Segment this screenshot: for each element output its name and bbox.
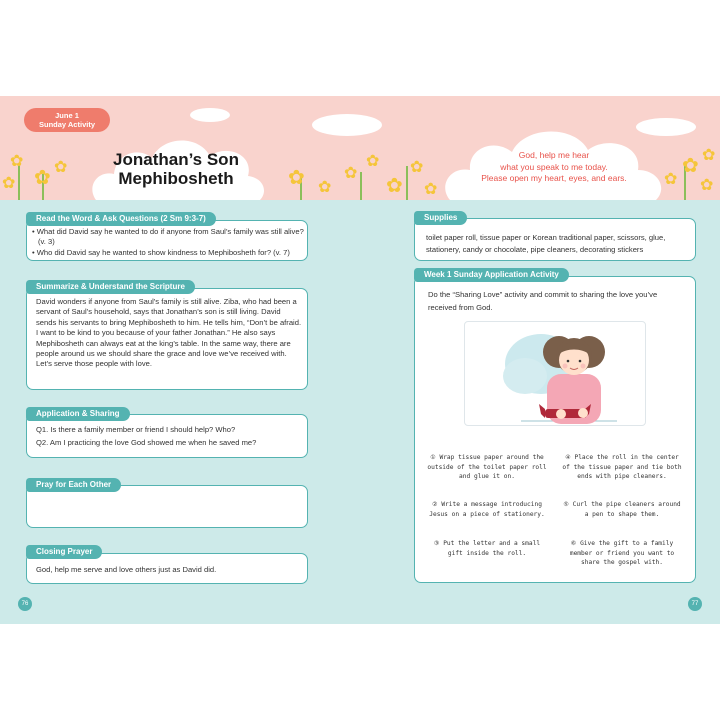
date-badge xyxy=(24,108,110,132)
section-tag: Pray for Each Other xyxy=(26,478,121,492)
section-tag: Read the Word & Ask Questions (2 Sm 9:3-7) xyxy=(26,212,216,226)
question-item: • Who did David say he wanted to show kindness to Mephibosheth for? (v. 7) xyxy=(32,247,290,257)
activity-line: Sunday Activity xyxy=(39,120,95,129)
flower-decoration: ✿ xyxy=(344,165,358,182)
page-title xyxy=(86,150,266,188)
flower-decoration: ✿ xyxy=(10,153,24,170)
supplies-text: toilet paper roll, tissue paper or Korean traditional paper, scissors, glue, stationery, candy or chocolate, pipe cleaners, decorating stickers xyxy=(426,233,666,254)
flower-decoration: ✿ xyxy=(366,153,380,170)
date-line: June 1 xyxy=(55,111,79,120)
section-tag: Closing Prayer xyxy=(26,545,102,559)
activity-illustration xyxy=(464,321,646,426)
prayer-line: what you speak to me today. xyxy=(500,161,608,172)
page-number: 77 xyxy=(688,597,702,611)
flower-decoration: ✿ xyxy=(386,175,403,197)
section-tag: Application & Sharing xyxy=(26,407,130,421)
activity-step: ③ Put the letter and a small gift inside the roll. xyxy=(433,540,541,557)
page-number: 76 xyxy=(18,597,32,611)
flower-decoration: ✿ xyxy=(318,179,332,196)
activity-intro: Do the “Sharing Love” activity and commit to sharing the love you’ve received from God. xyxy=(428,290,658,312)
cloud-decoration xyxy=(190,108,230,122)
flower-decoration: ✿ xyxy=(424,181,438,198)
activity-step: ④ Place the roll in the center of the tissue paper and tie both ends with pipe cleaners. xyxy=(562,454,682,480)
title-line: Jonathan’s Son xyxy=(113,150,239,169)
question-item: • What did David say he wanted to do if anyone from Saul’s family was still alive? (v. 3) xyxy=(32,227,304,247)
section-tag: Supplies xyxy=(414,211,467,225)
activity-step: ⑥ Give the gift to a family member or friend you want to share the gospel with. xyxy=(569,540,675,566)
flower-decoration: ✿ xyxy=(702,147,716,164)
section-tag: Summarize & Understand the Scripture xyxy=(26,280,195,294)
summary-text: David wonders if anyone from Saul’s family is still alive. Ziba, who had been a servant of Saul’s household, says that Jonathan’s son is still living. David sends his servants to bring Mephibosheth to him. He tells him, “Don’t be afraid. I want to be kind to you because of your father Jonathan.” He also says Mephibosheth can always eat at the king’s table. In the same way, there are people around us we should share the grace and love we’ve received with. Let’s serve those people with love. xyxy=(36,297,302,369)
activity-step: ② Write a message introducing Jesus on a piece of stationery. xyxy=(429,501,545,518)
activity-step: ① Wrap tissue paper around the outside of the toilet paper roll and glue it on. xyxy=(427,454,547,480)
section-tag: Week 1 Sunday Application Activity xyxy=(414,268,569,282)
question-item: Q2. Am I practicing the love God showed me when he saved me? xyxy=(36,437,257,447)
flower-decoration: ✿ xyxy=(34,167,51,189)
flower-decoration: ✿ xyxy=(288,167,305,189)
title-line: Mephibosheth xyxy=(118,169,234,188)
flower-decoration: ✿ xyxy=(664,171,678,188)
prayer-line: Please open my heart, eyes, and ears. xyxy=(481,173,627,183)
flower-decoration: ✿ xyxy=(2,175,16,192)
cloud-decoration xyxy=(312,114,382,136)
question-item: Q1. Is there a family member or friend I should help? Who? xyxy=(36,425,236,434)
flower-decoration: ✿ xyxy=(682,155,699,177)
read-questions xyxy=(32,227,304,258)
flower-decoration: ✿ xyxy=(54,159,68,176)
opening-prayer xyxy=(448,150,660,185)
flower-decoration: ✿ xyxy=(410,159,424,176)
prayer-line: God, help me hear xyxy=(518,150,590,160)
activity-step: ⑤ Curl the pipe cleaners around a pen to shape them. xyxy=(563,501,681,518)
closing-prayer-text: God, help me serve and love others just as David did. xyxy=(36,565,217,574)
flower-decoration: ✿ xyxy=(700,177,714,194)
application-questions xyxy=(36,424,302,449)
